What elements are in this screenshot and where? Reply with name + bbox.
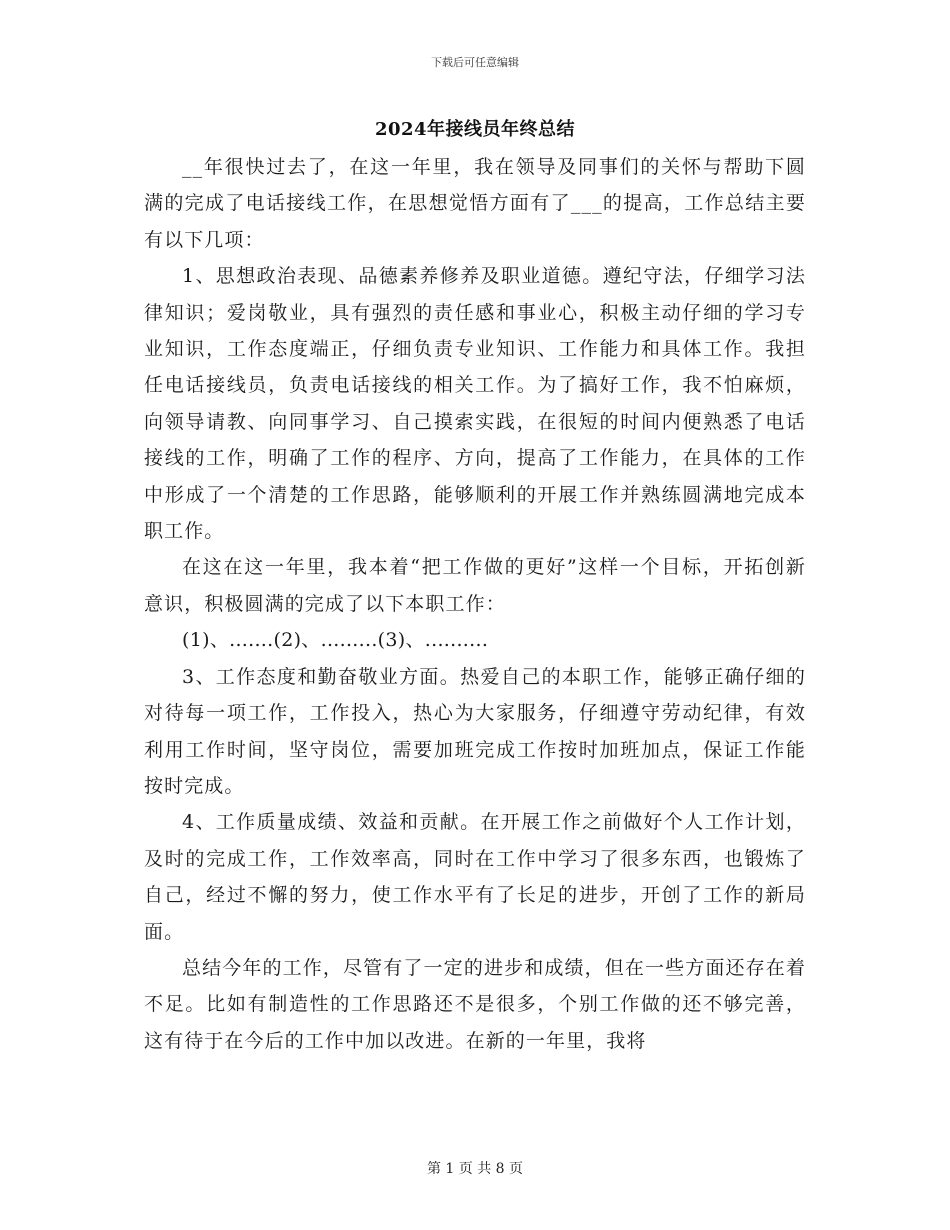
- paragraph-innovation: 在这在这一年里，我本着“把工作做的更好”这样一个目标，开拓创新意识，积极圆满的完成了以下本职工作：: [144, 556, 806, 615]
- paragraph-quality: 4、工作质量成绩、效益和贡献。在开展工作之前做好个人工作计划，及时的完成工作，工作效率高，同时在工作中学习了很多东西，也锻炼了自己，经过不懈的努力，使工作水平有了长足的进步，开创了工作的新局面。: [144, 811, 806, 943]
- paragraph-intro: __年很快过去了，在这一年里，我在领导及同事们的关怀与帮助下圆满的完成了电话接线工作，在思想觉悟方面有了___的提高，工作总结主要有以下几项：: [144, 156, 806, 251]
- paragraph-attitude: 3、工作态度和勤奋敬业方面。热爱自己的本职工作，能够正确仔细的对待每一项工作，工作投入，热心为大家服务，仔细遵守劳动纪律，有效利用工作时间，坚守岗位，需要加班完成工作按时加班加点，保证工作能按时完成。: [144, 665, 806, 797]
- paragraph-ideology: 1、思想政治表现、品德素养修养及职业道德。遵纪守法，仔细学习法律知识；爱岗敬业，具有强烈的责任感和事业心，积极主动仔细的学习专业知识，工作态度端正，仔细负责专业知识、工作能力和具体工作。我担任电话接线员，负责电话接线的相关工作。为了搞好工作，我不怕麻烦，向领导请教、向同事学习、自己摸索实践，在很短的时间内便熟悉了电话接线的工作，明确了工作的程序、方向，提高了工作能力，在具体的工作中形成了一个清楚的工作思路，能够顺利的开展工作并熟练圆满地完成本职工作。: [144, 265, 806, 543]
- document-body: [144, 149, 806, 1059]
- document-title: 2024年接线员年终总结: [374, 119, 576, 140]
- paragraph-task-list: (1)、.......(2)、.........(3)、..........: [182, 629, 489, 652]
- page-number: 第 1 页 共 8 页: [426, 1161, 524, 1177]
- download-note: 下载后可任意编辑: [431, 56, 519, 69]
- paragraph-summary: 总结今年的工作，尽管有了一定的进步和成绩，但在一些方面还存在着不足。比如有制造性的工作思路还不是很多，个别工作做的还不够完善，这有待于在今后的工作中加以改进。在新的一年里，我将: [144, 956, 806, 1052]
